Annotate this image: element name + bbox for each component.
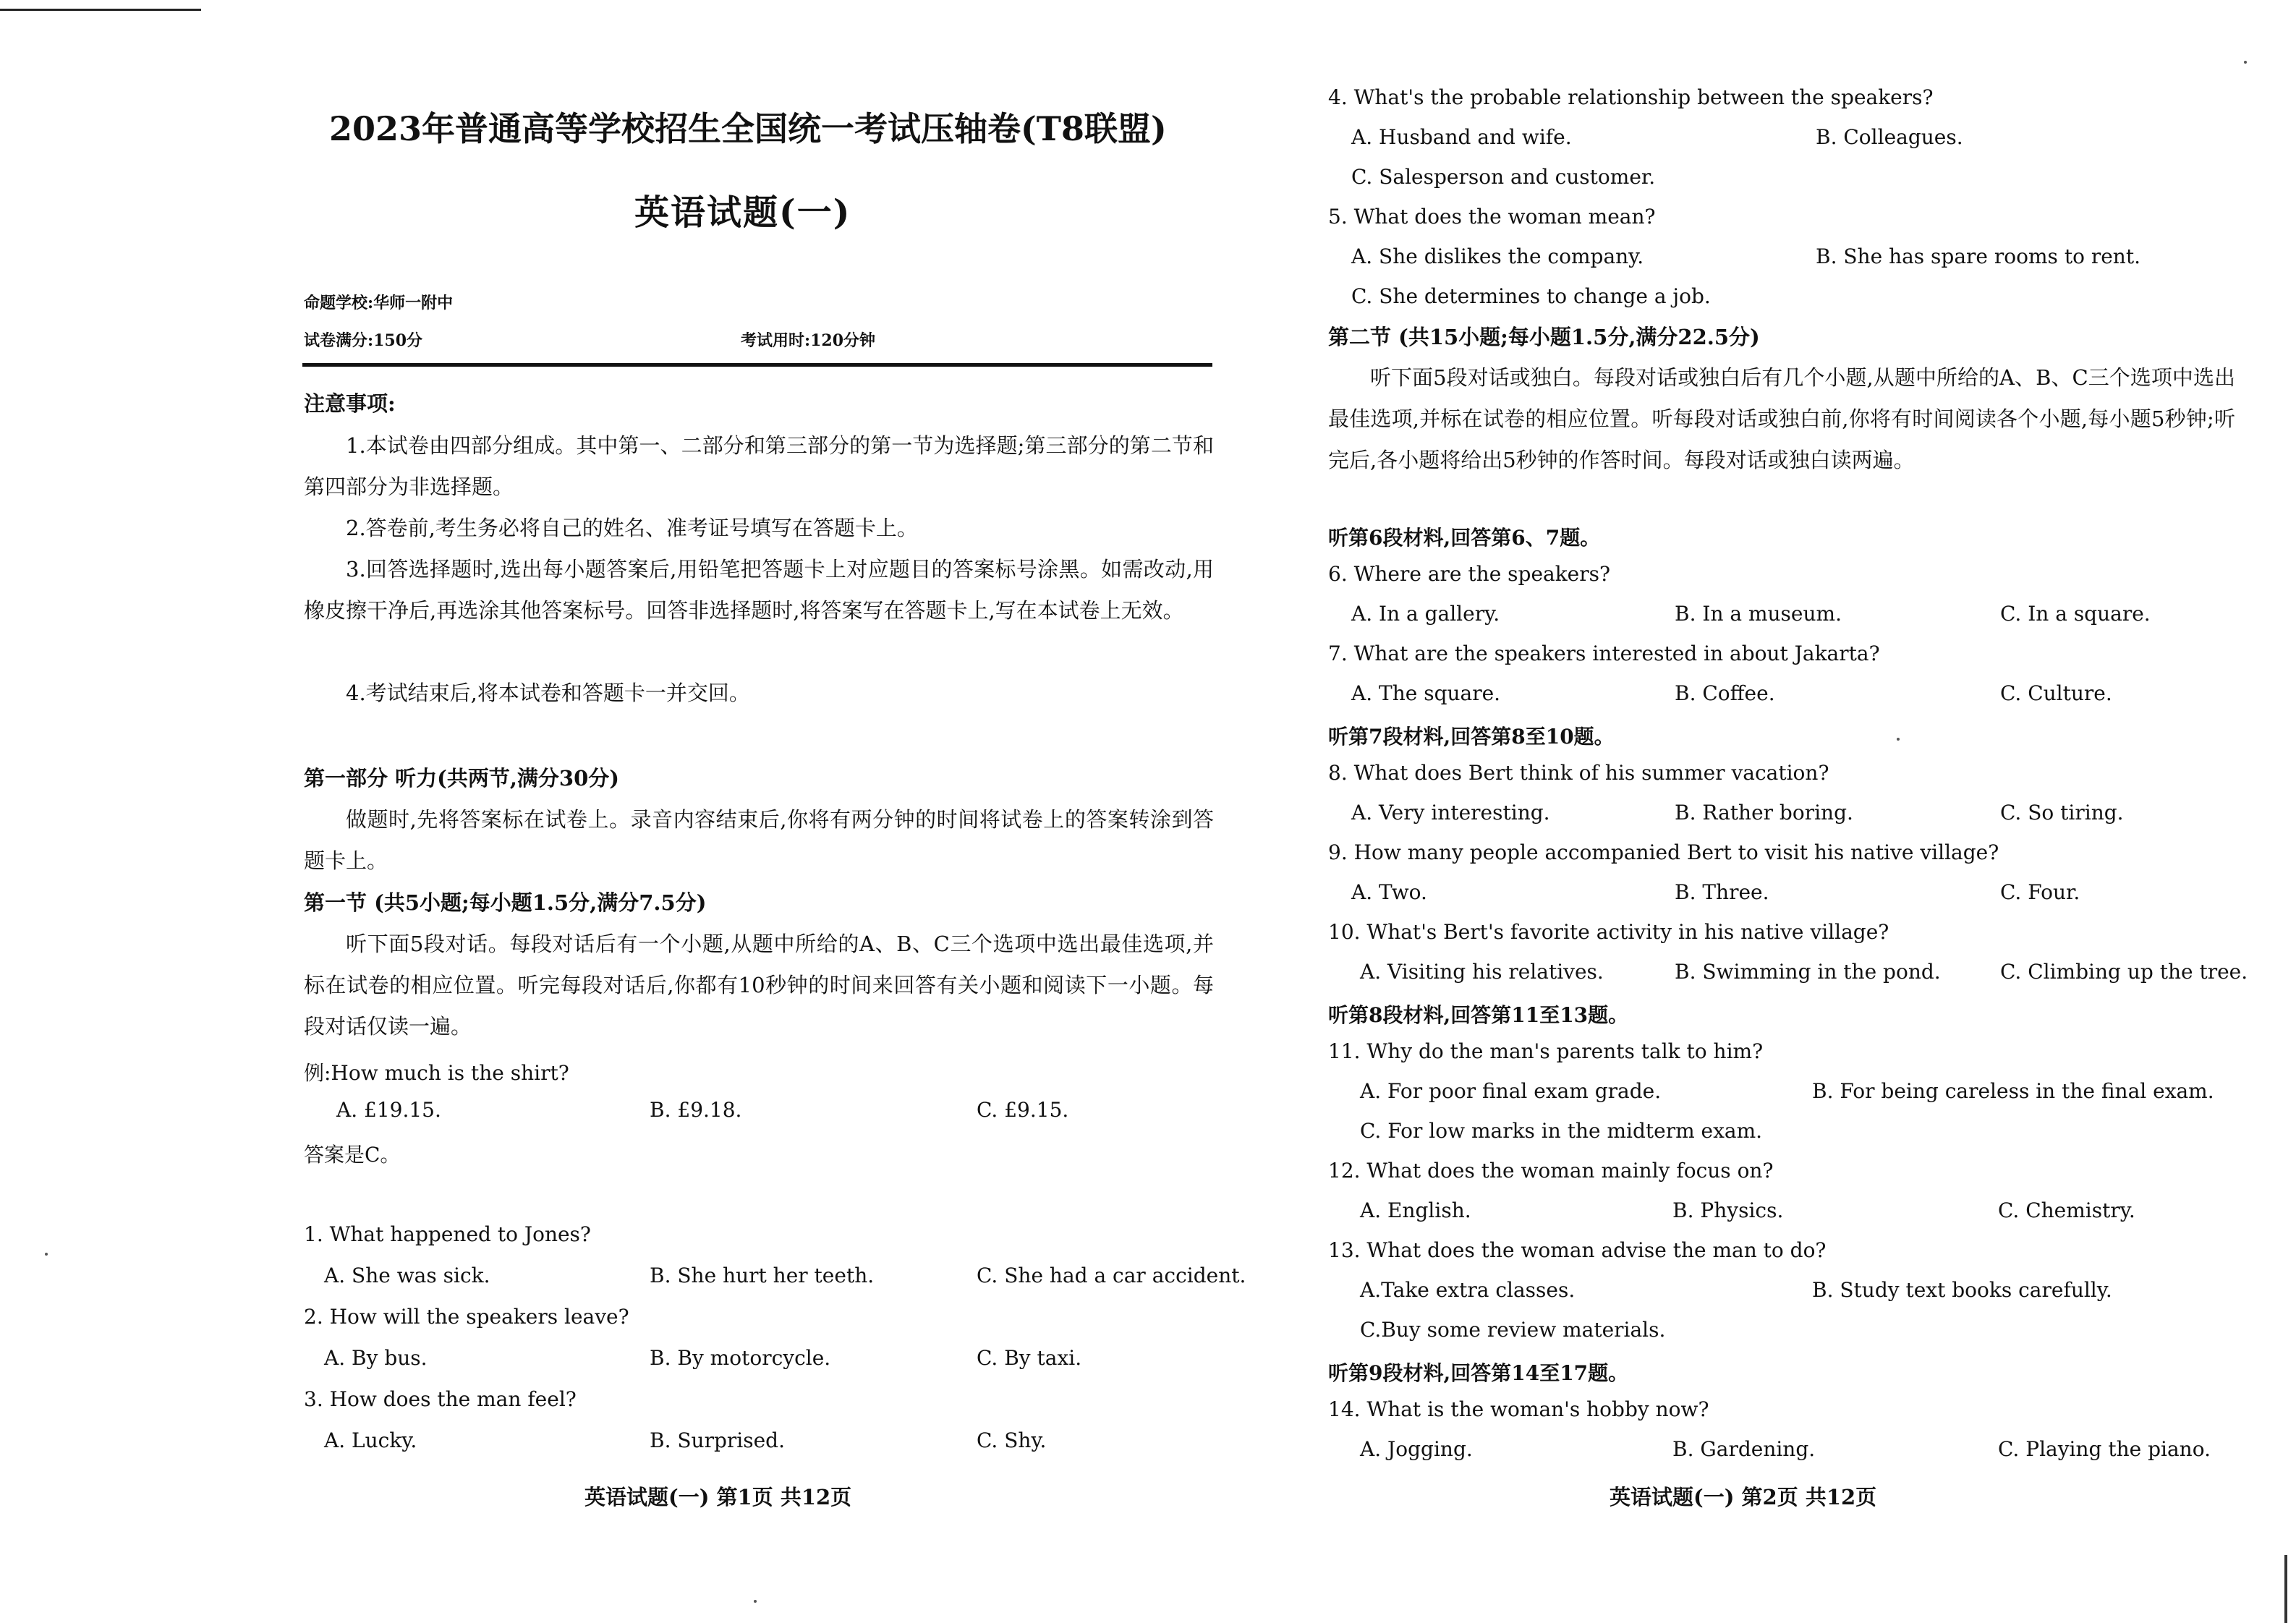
right-page-footer: 英语试题(一) 第2页 共12页 [1610,1485,1877,1509]
section1-intro: 听下面5段对话。每段对话后有一个小题,从题中所给的A、B、C三个选项中选出最佳选项,并标在试卷的相应位置。听完每段对话后,你都有10秒钟的时间来回答有关小题和阅读下一小题。每段对话仅读一遍。 [304,932,1214,1039]
q7-option-b: B. Coffee. [1675,681,1775,705]
material-9-label: 听第9段材料,回答第14至17题。 [1328,1361,1629,1385]
notice-3: 3.回答选择题时,选出每小题答案后,用铅笔把答题卡上对应题目的答案标号涂黑。如需改动,用橡皮擦干净后,再选涂其他答案标号。回答非选择题时,将答案写在答题卡上,写在本试卷上无效。 [304,557,1214,623]
question-6: 6. Where are the speakers? [1328,562,1611,586]
section2-intro: 听下面5段对话或独白。每段对话或独白后有几个小题,从题中所给的A、B、C三个选项中选出最佳选项,并标在试卷的相应位置。听每段对话或独白前,你将有时间阅读各个小题,每小题5秒钟;听完后,各小题将给出5秒钟的作答时间。每段对话或独白读两遍。 [1328,365,2235,472]
q11-option-a: A. For poor final exam grade. [1360,1079,1662,1103]
exam-title: 2023年普通高等学校招生全国统一考试压轴卷(T8联盟) [329,109,1167,148]
q10-option-b: B. Swimming in the pond. [1675,960,1941,984]
q4-option-b: B. Colleagues. [1816,125,1963,149]
scan-speck [1897,738,1900,741]
q8-option-c: C. So tiring. [2000,801,2124,825]
notice-2: 2.答卷前,考生务必将自己的姓名、准考证号填写在答题卡上。 [346,516,918,540]
question-1: 1. What happened to Jones? [304,1222,591,1246]
scan-speck [754,1600,757,1603]
question-14: 14. What is the woman's hobby now? [1328,1397,1709,1421]
q13-option-b: B. Study text books carefully. [1812,1278,2112,1302]
q6-option-b: B. In a museum. [1675,602,1842,626]
example-answer: 答案是C。 [304,1143,401,1167]
q7-option-c: C. Culture. [2000,681,2112,705]
q10-option-c: C. Climbing up the tree. [2000,960,2248,984]
question-7: 7. What are the speakers interested in about Jakarta? [1328,642,1880,665]
q4-option-a: A. Husband and wife. [1351,125,1572,149]
q14-option-a: A. Jogging. [1360,1437,1473,1461]
q9-option-b: B. Three. [1675,880,1769,904]
question-2: 2. How will the speakers leave? [304,1305,629,1329]
q8-option-a: A. Very interesting. [1351,801,1550,825]
section2-heading: 第二节 (共15小题;每小题1.5分,满分22.5分) [1328,325,1760,349]
q5-option-b: B. She has spare rooms to rent. [1816,244,2140,268]
question-3: 3. How does the man feel? [304,1387,577,1411]
question-9: 9. How many people accompanied Bert to visit his native village? [1328,840,1999,864]
q6-option-c: C. In a square. [2000,602,2151,626]
material-7-label: 听第7段材料,回答第8至10题。 [1328,725,1615,749]
material-8-label: 听第8段材料,回答第11至13题。 [1328,1003,1629,1027]
q1-option-b: B. She hurt her teeth. [650,1264,875,1287]
notice-4: 4.考试结束后,将本试卷和答题卡一并交回。 [346,681,750,705]
example-option-c: C. £9.15. [977,1098,1069,1122]
q14-option-c: C. Playing the piano. [1998,1437,2211,1461]
q4-option-c: C. Salesperson and customer. [1351,165,1656,189]
q2-option-a: A. By bus. [324,1346,428,1370]
q10-option-a: A. Visiting his relatives. [1360,960,1604,984]
example-option-a: A. £19.15. [336,1098,441,1122]
question-10: 10. What's Bert's favorite activity in his native village? [1328,920,1889,944]
q13-option-c: C.Buy some review materials. [1360,1318,1666,1342]
q12-option-c: C. Chemistry. [1998,1198,2135,1222]
q6-option-a: A. In a gallery. [1351,602,1500,626]
material-6-label: 听第6段材料,回答第6、7题。 [1328,526,1601,550]
q3-option-a: A. Lucky. [324,1428,417,1452]
notice-heading: 注意事项: [304,391,396,416]
q2-option-b: B. By motorcycle. [650,1346,831,1370]
q12-option-b: B. Physics. [1672,1198,1784,1222]
scan-edge-line [0,9,201,11]
notice-1: 1.本试卷由四部分组成。其中第一、二部分和第三部分的第一节为选择题;第三部分的第二节和第四部分为非选择题。 [304,433,1214,499]
left-page-footer: 英语试题(一) 第1页 共12页 [584,1485,852,1509]
question-5: 5. What does the woman mean? [1328,205,1656,229]
q9-option-a: A. Two. [1351,880,1427,904]
q5-option-c: C. She determines to change a job. [1351,284,1711,308]
q8-option-b: B. Rather boring. [1675,801,1853,825]
question-11: 11. Why do the man's parents talk to him? [1328,1039,1764,1063]
header-rule [302,363,1212,367]
question-8: 8. What does Bert think of his summer vacation? [1328,761,1829,785]
q11-option-b: B. For being careless in the final exam. [1812,1079,2214,1103]
q5-option-a: A. She dislikes the company. [1351,244,1644,268]
part1-heading: 第一部分 听力(共两节,满分30分) [304,766,619,791]
question-4: 4. What's the probable relationship between the speakers? [1328,85,1934,109]
q7-option-a: A. The square. [1351,681,1501,705]
q2-option-c: C. By taxi. [977,1346,1082,1370]
question-12: 12. What does the woman mainly focus on? [1328,1159,1774,1183]
q3-option-c: C. Shy. [977,1428,1047,1452]
q3-option-b: B. Surprised. [650,1428,786,1452]
q1-option-c: C. She had a car accident. [977,1264,1246,1287]
q9-option-c: C. Four. [2000,880,2080,904]
q11-option-c: C. For low marks in the midterm exam. [1360,1119,1763,1143]
scan-speck [45,1253,48,1256]
section1-heading: 第一节 (共5小题;每小题1.5分,满分7.5分) [304,890,707,915]
scan-edge-bar [2284,1555,2287,1623]
q1-option-a: A. She was sick. [324,1264,490,1287]
q14-option-b: B. Gardening. [1672,1437,1816,1461]
q13-option-a: A.Take extra classes. [1360,1278,1576,1302]
question-13: 13. What does the woman advise the man to do? [1328,1238,1827,1262]
example-question: 例:How much is the shirt? [304,1061,569,1085]
exam-subtitle: 英语试题(一) [634,192,851,233]
time-label: 考试用时:120分钟 [741,331,876,350]
scan-speck [2244,61,2247,64]
full-score-label: 试卷满分:150分 [304,331,423,350]
q12-option-a: A. English. [1360,1198,1471,1222]
school-label: 命题学校:华师一附中 [304,294,454,312]
part1-intro: 做题时,先将答案标在试卷上。录音内容结束后,你将有两分钟的时间将试卷上的答案转涂到答题卡上。 [304,807,1214,873]
example-option-b: B. £9.18. [650,1098,742,1122]
